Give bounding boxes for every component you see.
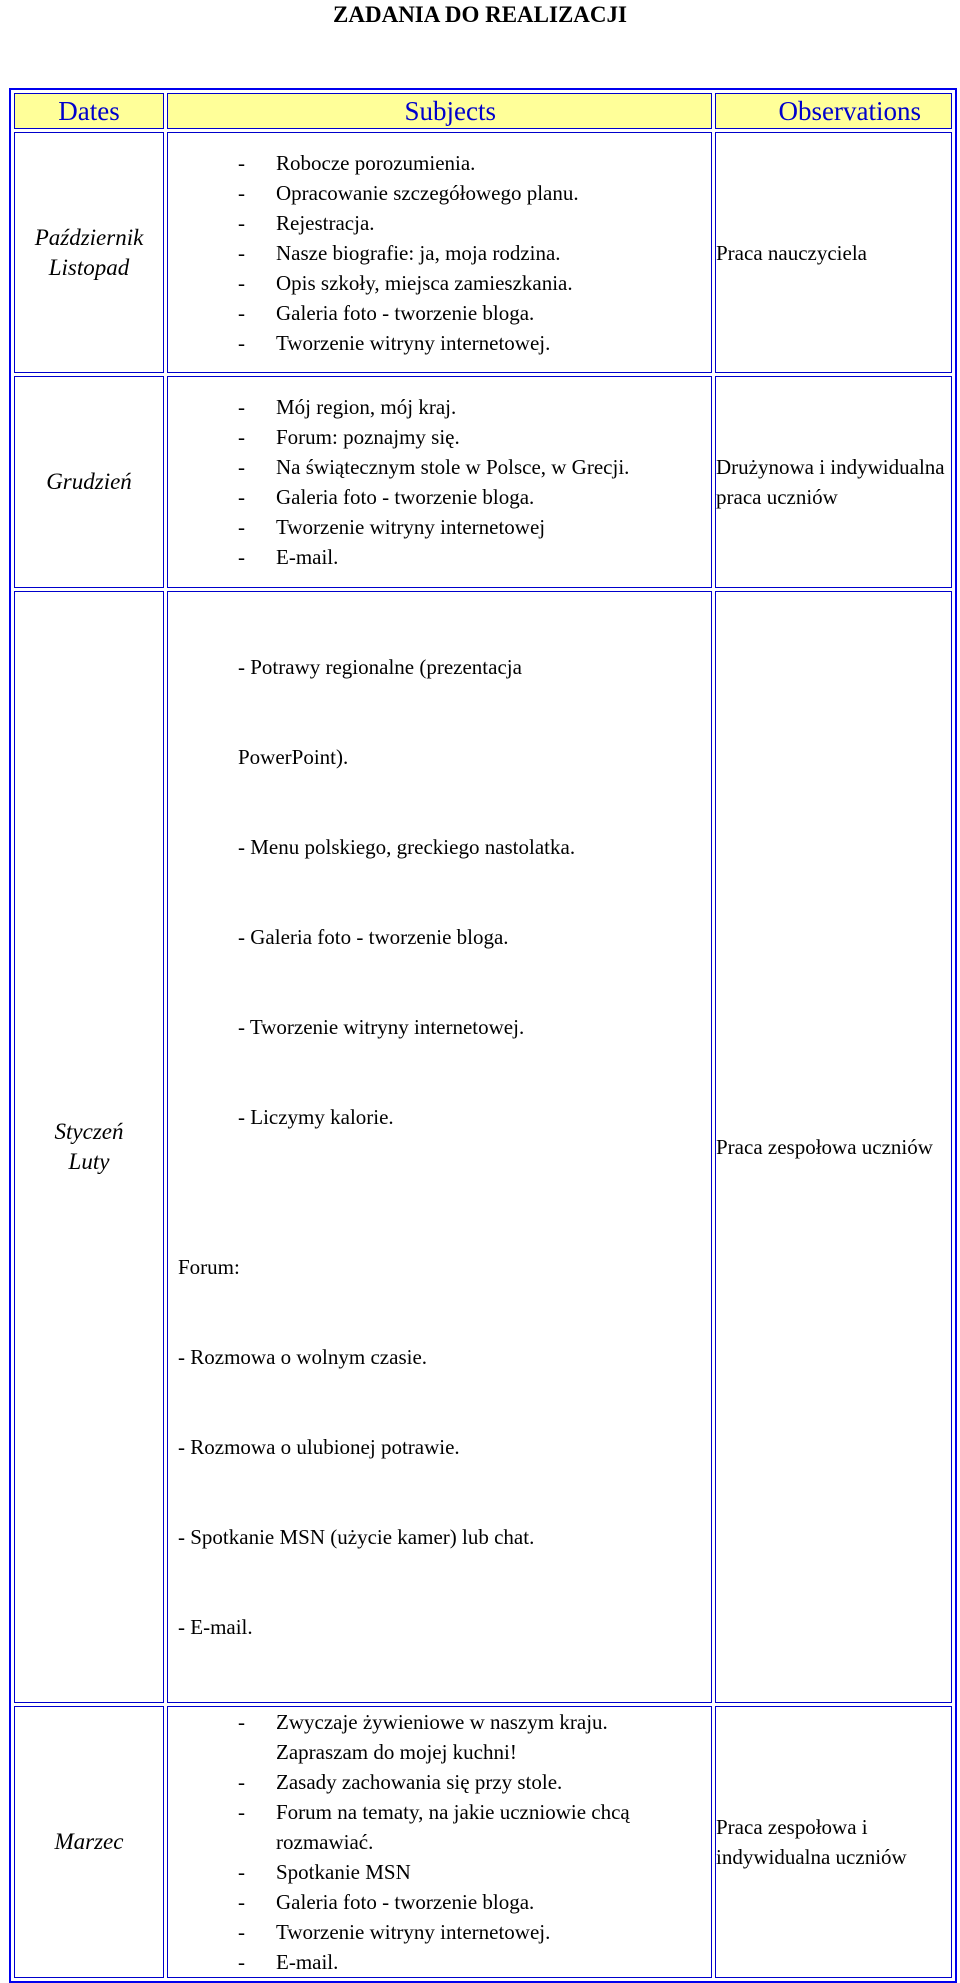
list-item: - Opracowanie szczegółowego planu.: [238, 180, 579, 205]
table-row: [14, 591, 952, 1703]
observation-cell: Drużynowa i indywidualna praca uczniów: [715, 376, 952, 588]
list-item: - Tworzenie witryny internetowej.: [238, 1920, 551, 1944]
list-item: - E-mail.: [178, 1615, 253, 1639]
date-line: Luty: [68, 1149, 110, 1174]
subject-list: [238, 148, 711, 358]
list-item: - Opis szkoły, miejsca zamieszkania.: [238, 270, 573, 295]
list-item: - Tworzenie witryny internetowej.: [238, 330, 551, 355]
subject-group-b: [178, 1192, 711, 1702]
date-cell: [14, 376, 164, 588]
list-item: - Potrawy regionalne (prezentacja: [238, 655, 522, 679]
list-item: - Rozmowa o ulubionej potrawie.: [178, 1435, 460, 1459]
list-item: - Galeria foto - tworzenie bloga.: [238, 300, 535, 325]
list-item: - Tworzenie witryny internetowej.: [238, 1015, 525, 1039]
list-item: - Forum: poznajmy się.: [238, 425, 460, 449]
list-item: - E-mail.: [238, 545, 339, 569]
list-item: - Zasady zachowania się przy stole.: [238, 1770, 563, 1794]
list-item: PowerPoint).: [238, 745, 349, 769]
list-item: - Rozmowa o wolnym czasie.: [178, 1345, 428, 1369]
date-line: Listopad: [48, 254, 130, 280]
header-observations: Observations: [715, 93, 952, 129]
date-line: Styczeń: [54, 1119, 124, 1144]
list-item: - Galeria foto - tworzenie bloga.: [238, 485, 535, 509]
subjects-cell: [167, 591, 712, 1703]
observation-cell: Praca zespołowa i indywidualna uczniów: [715, 1706, 952, 1978]
subjects-cell: [167, 132, 712, 373]
date-cell: [14, 591, 164, 1703]
subject-list: [238, 1707, 671, 1977]
list-item: - Robocze porozumienia.: [238, 150, 476, 175]
table-row: [14, 132, 952, 373]
table-row: [14, 1706, 952, 1978]
list-item: - E-mail.: [238, 1950, 339, 1974]
list-item: - Spotkanie MSN (użycie kamer) lub chat.: [178, 1525, 535, 1549]
list-item: - Forum na tematy, na jakie uczniowie chcą rozmawiać.: [238, 1800, 630, 1854]
subject-group-a: [178, 592, 711, 1192]
header-subjects: Subjects: [167, 93, 712, 129]
subjects-cell: [167, 1706, 712, 1978]
tasks-table: [9, 88, 957, 1983]
date-cell: [14, 1706, 164, 1978]
date-line: Marzec: [54, 1829, 124, 1854]
subject-list: [238, 392, 651, 572]
observation-cell: Praca nauczyciela: [715, 132, 952, 373]
list-item: - Mój region, mój kraj.: [238, 395, 457, 419]
list-item: - Zwyczaje żywieniowe w naszym kraju. Zapraszam do mojej kuchni!: [238, 1710, 608, 1764]
date-cell: [14, 132, 164, 373]
table-header-row: [14, 93, 952, 129]
subjects-cell: [167, 376, 712, 588]
list-item: - Rejestracja.: [238, 210, 375, 235]
header-dates: Dates: [14, 93, 164, 129]
date-line: Październik: [34, 224, 144, 250]
list-item: - Nasze biografie: ja, moja rodzina.: [238, 240, 561, 265]
list-item: - Tworzenie witryny internetowej: [238, 515, 546, 539]
list-item: - Spotkanie MSN: [238, 1860, 411, 1884]
list-item: - Galeria foto - tworzenie bloga.: [238, 925, 509, 949]
list-item: - Liczymy kalorie.: [238, 1105, 394, 1129]
list-item: Forum:: [178, 1255, 240, 1279]
observation-cell: Praca zespołowa uczniów: [715, 591, 952, 1703]
list-item: - Na świątecznym stole w Polsce, w Grecji.: [238, 455, 630, 479]
table-row: [14, 376, 952, 588]
list-item: - Galeria foto - tworzenie bloga.: [238, 1890, 535, 1914]
date-line: Grudzień: [46, 469, 132, 494]
document-title: ZADANIA DO REALIZACJI: [333, 2, 627, 27]
list-item: - Menu polskiego, greckiego nastolatka.: [238, 835, 576, 859]
